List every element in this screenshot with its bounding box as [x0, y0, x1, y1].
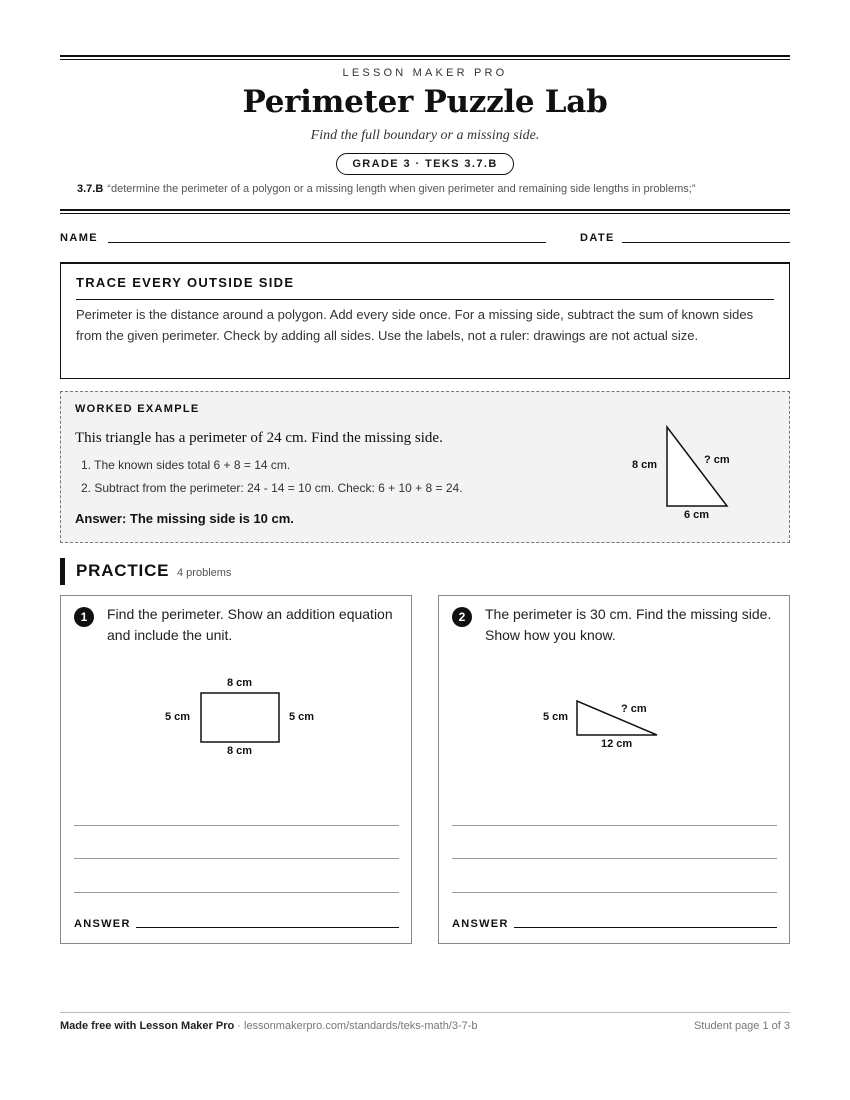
answer-label-2: ANSWER	[452, 918, 509, 930]
practice-heading: PRACTICE	[76, 561, 170, 580]
example-step-2: 2. Subtract from the perimeter: 24 - 14 = 10 cm. Check: 6 + 10 + 8 = 24.	[81, 481, 463, 495]
example-step-1: 1. The known sides total 6 + 8 = 14 cm.	[81, 458, 291, 472]
work-line[interactable]	[452, 825, 777, 826]
answer-field-1[interactable]	[136, 927, 399, 928]
example-answer: Answer: The missing side is 10 cm.	[75, 511, 294, 526]
intro-heading: TRACE EVERY OUTSIDE SIDE	[76, 275, 295, 290]
problem-text-1: Find the perimeter. Show an addition equation and include the unit.	[107, 606, 393, 643]
intro-divider	[76, 299, 774, 300]
rect-left-label: 5 cm	[165, 711, 191, 723]
tri-bottom-label: 12 cm	[601, 738, 633, 750]
worked-example-box	[60, 391, 790, 543]
problem-card-1	[60, 595, 412, 944]
practice-accent-bar	[60, 558, 65, 585]
rectangle-shape	[201, 693, 279, 742]
problem-number-1: 1	[74, 607, 94, 627]
date-label: DATE	[580, 232, 615, 244]
tri-left-label: 5 cm	[543, 711, 569, 723]
practice-count: 4 problems	[177, 567, 232, 579]
rect-bottom-label: 8 cm	[227, 745, 253, 757]
footer-rule	[60, 1012, 790, 1013]
grade-badge: GRADE 3 · TEKS 3.7.B	[336, 153, 514, 175]
work-line[interactable]	[452, 858, 777, 859]
problem-number-2: 2	[452, 607, 472, 627]
example-left-label: 8 cm	[632, 459, 658, 471]
date-field[interactable]	[622, 242, 790, 243]
example-triangle	[667, 427, 727, 506]
worksheet-page	[60, 0, 790, 1100]
header-bottom-rule	[60, 209, 790, 211]
footer-url[interactable]: · lessonmakerpro.com/standards/teks-math/3-7-b	[237, 1020, 478, 1032]
standard-code: 3.7.B	[77, 183, 104, 195]
problem-text-2: The perimeter is 30 cm. Find the missing side. Show how you know.	[485, 606, 772, 643]
name-label: NAME	[60, 232, 98, 244]
rect-top-label: 8 cm	[227, 677, 253, 689]
work-line[interactable]	[452, 892, 777, 893]
work-line[interactable]	[74, 858, 399, 859]
intro-box	[60, 262, 790, 379]
page-title: Perimeter Puzzle Lab	[242, 84, 608, 120]
example-heading: WORKED EXAMPLE	[75, 403, 200, 415]
tri-hyp-label: ? cm	[621, 703, 647, 715]
rect-right-label: 5 cm	[289, 711, 315, 723]
name-field[interactable]	[108, 242, 546, 243]
answer-label-1: ANSWER	[74, 918, 131, 930]
standard-text: “determine the perimeter of a polygon or a missing length when given perimeter and remaining side lengths in problems;”	[107, 183, 696, 195]
example-triangle-figure	[601, 416, 781, 526]
header-bottom-rule-thin	[60, 213, 790, 214]
top-rule-thin	[60, 59, 790, 60]
work-line[interactable]	[74, 892, 399, 893]
example-bottom-label: 6 cm	[684, 509, 710, 521]
standard-description	[77, 183, 797, 195]
brand-name: LESSON MAKER PRO	[342, 67, 508, 79]
work-line[interactable]	[74, 825, 399, 826]
rectangle-figure	[157, 672, 327, 762]
answer-field-2[interactable]	[514, 927, 777, 928]
footer-page-number: Student page 1 of 3	[693, 1020, 790, 1032]
triangle-figure	[537, 692, 697, 752]
example-hyp-label: ? cm	[704, 454, 730, 466]
footer-credit	[60, 1020, 478, 1032]
example-prompt: This triangle has a perimeter of 24 cm. Find the missing side.	[75, 430, 443, 446]
page-subtitle: Find the full boundary or a missing side.	[310, 128, 540, 143]
top-rule	[60, 55, 790, 57]
problem-card-2	[438, 595, 790, 944]
intro-body: Perimeter is the distance around a polygon. Add every side once. For a missing side, subtract the sum of known sides from the given perimeter. Check by adding all sides. Use the labels, not a ruler: drawings are not actual size.	[76, 307, 754, 343]
footer-made-with: Made free with Lesson Maker Pro	[60, 1020, 235, 1032]
